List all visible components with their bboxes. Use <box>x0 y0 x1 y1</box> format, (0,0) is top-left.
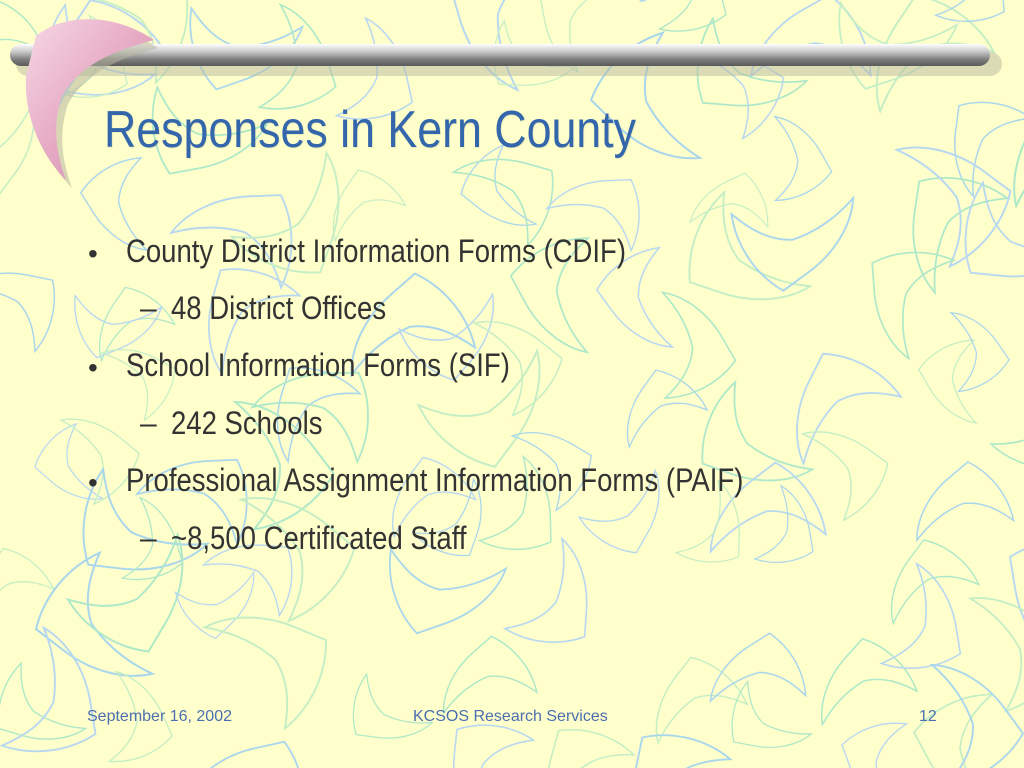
list-item: Professional Assignment Information Forms (PAIF) <box>126 462 744 498</box>
boomerang-outline <box>902 457 1024 579</box>
boomerang-outline <box>730 680 815 751</box>
boomerang-outline <box>614 366 714 472</box>
bullet-marker: • <box>88 238 98 269</box>
slide-title: Responses in Kern County <box>104 101 636 159</box>
boomerang-outline <box>0 621 101 763</box>
boomerang-outline <box>876 535 986 651</box>
boomerang-outline <box>738 481 816 569</box>
boomerang-outline <box>684 188 827 312</box>
bullet-marker: • <box>88 467 98 498</box>
boomerang-outline <box>698 629 817 745</box>
boomerang-outline <box>409 313 561 474</box>
boomerang-outline <box>775 416 892 527</box>
footer-date: September 16, 2002 <box>87 708 232 725</box>
boomerang-outline <box>31 417 129 512</box>
boomerang-outline <box>627 732 732 768</box>
dash-marker: – <box>140 407 157 440</box>
list-item: 48 District Offices <box>171 290 387 326</box>
boomerang-outline <box>180 737 316 768</box>
boomerang-outline <box>805 634 925 758</box>
list-item: School Information Forms (SIF) <box>126 347 510 383</box>
boomerang-outline <box>929 579 1024 722</box>
footer-page-number: 12 <box>919 708 937 725</box>
dash-marker: – <box>140 522 157 555</box>
boomerang-outline <box>989 357 1024 472</box>
list-item: County District Information Forms (CDIF) <box>126 233 627 269</box>
boomerang-outline <box>0 268 57 353</box>
list-item: 242 Schools <box>171 405 323 441</box>
boomerang-outline <box>502 538 588 644</box>
dash-marker: – <box>140 292 157 325</box>
bullet-marker: • <box>88 352 98 383</box>
boomerang-outline <box>429 631 546 749</box>
gray-rod <box>10 44 990 66</box>
boomerang-outline <box>614 279 741 410</box>
footer-organization: KCSOS Research Services <box>413 708 608 725</box>
boomerang-outline <box>1005 528 1024 670</box>
boomerang-outline <box>641 652 755 768</box>
list-item: ~8,500 Certificated Staff <box>171 520 467 556</box>
boomerang-outline <box>454 725 534 768</box>
boomerang-outline <box>353 674 434 740</box>
boomerang-outline <box>539 726 637 768</box>
